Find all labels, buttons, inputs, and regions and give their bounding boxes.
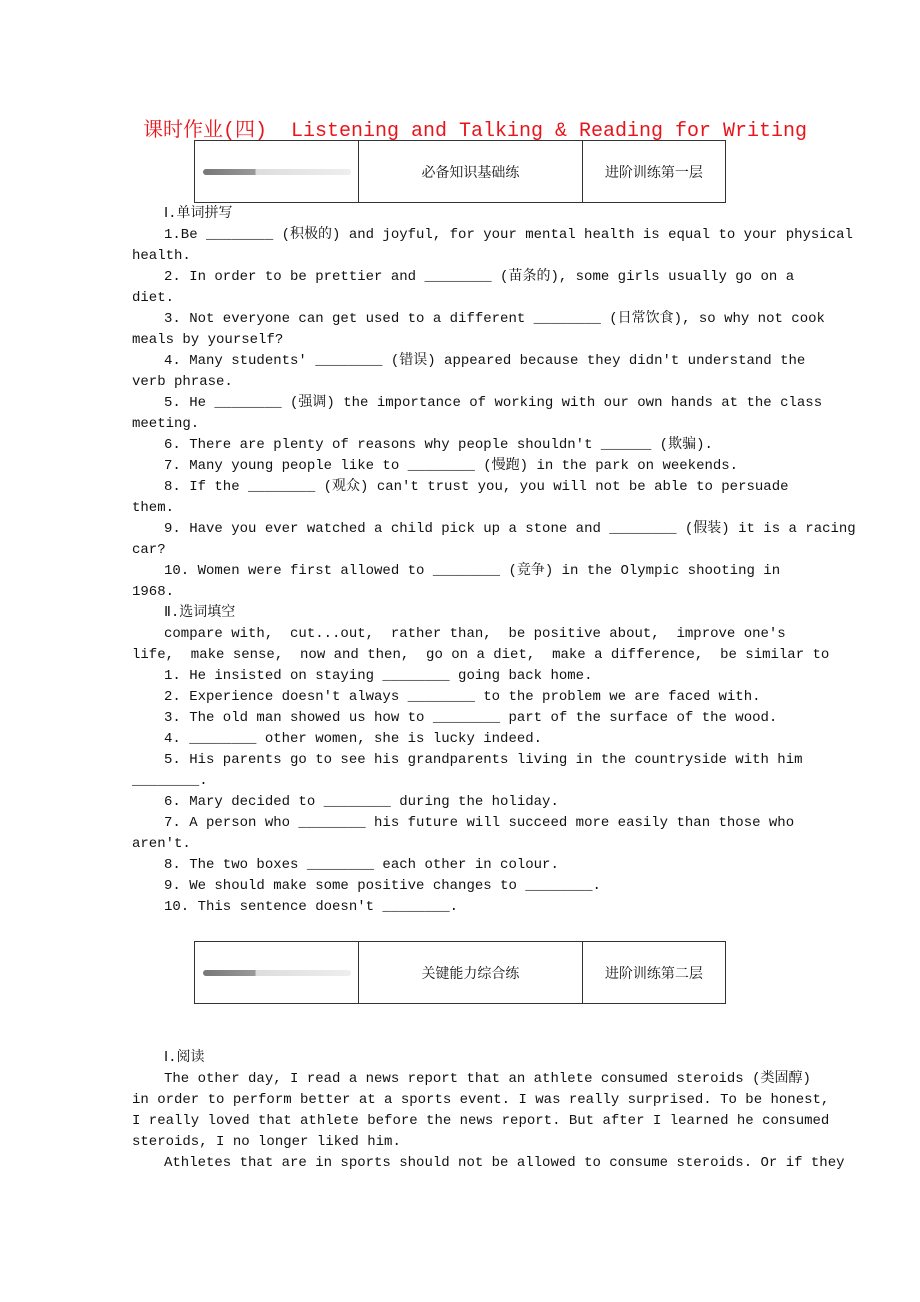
text-line: 9. Have you ever watched a child pick up a stone and ________ (假装) it is a racing <box>164 521 856 537</box>
table-cell-left: 关键能力综合练 <box>359 942 583 1003</box>
text-line: 9. We should make some positive changes to ________. <box>164 878 601 894</box>
text-line: Ⅰ.单词拼写 <box>164 206 233 222</box>
section-header-table-2 <box>194 941 726 1004</box>
decorative-bar-icon <box>203 169 351 175</box>
table-cell-left: 必备知识基础练 <box>359 141 583 202</box>
text-line: them. <box>132 500 175 516</box>
text-line: 3. The old man showed us how to ________ part of the surface of the wood. <box>164 710 778 726</box>
text-line: 1968. <box>132 584 175 600</box>
text-line: diet. <box>132 290 175 306</box>
text-line: verb phrase. <box>132 374 233 390</box>
text-line: 8. If the ________ (观众) can't trust you, you will not be able to persuade <box>164 479 789 495</box>
text-line: life, make sense, now and then, go on a diet, make a difference, be similar to <box>132 647 830 663</box>
text-line: 4. Many students' ________ (错误) appeared because they didn't understand the <box>164 353 806 369</box>
text-line: 8. The two boxes ________ each other in colour. <box>164 857 559 873</box>
text-line: Ⅰ.阅读 <box>164 1050 205 1066</box>
text-line: The other day, I read a news report that an athlete consumed steroids (类固醇) <box>164 1071 811 1087</box>
text-line: 5. He ________ (强调) the importance of working with our own hands at the class <box>164 395 823 411</box>
text-line: ________. <box>132 773 208 789</box>
text-line: 2. Experience doesn't always ________ to the problem we are faced with. <box>164 689 761 705</box>
text-line: Athletes that are in sports should not be allowed to consume steroids. Or if they <box>164 1155 845 1171</box>
section-header-table-1 <box>194 140 726 203</box>
exercise-section-1 <box>132 204 856 918</box>
text-line: 7. A person who ________ his future will succeed more easily than those who <box>164 815 795 831</box>
text-line: 1. He insisted on staying ________ going back home. <box>164 668 593 684</box>
text-line: health. <box>132 248 191 264</box>
text-line: 1.Be ________ (积极的) and joyful, for your mental health is equal to your physical <box>164 227 853 243</box>
text-line: 10. Women were first allowed to ________ (竞争) in the Olympic shooting in <box>164 563 781 579</box>
text-line: 7. Many young people like to ________ (慢跑) in the park on weekends. <box>164 458 739 474</box>
text-line: 2. In order to be prettier and ________ (苗条的), some girls usually go on a <box>164 269 795 285</box>
text-line: in order to perform better at a sports event. I was really surprised. To be honest, <box>132 1092 830 1108</box>
table-cell-right: 进阶训练第一层 <box>604 164 703 181</box>
text-line: 6. There are plenty of reasons why people shouldn't ______ (欺骗). <box>164 437 713 453</box>
text-line: meals by yourself? <box>132 332 284 348</box>
text-line: car? <box>132 542 166 558</box>
text-line: Ⅱ.选词填空 <box>164 605 236 621</box>
decorative-bar-icon <box>203 970 351 976</box>
text-line: steroids, I no longer liked him. <box>132 1134 401 1150</box>
text-line: compare with, cut...out, rather than, be positive about, improve one's <box>164 626 786 642</box>
text-line: 5. His parents go to see his grandparents living in the countryside with him <box>164 752 803 768</box>
text-line: I really loved that athlete before the news report. But after I learned he consumed <box>132 1113 830 1129</box>
text-line: aren't. <box>132 836 191 852</box>
text-line: 3. Not everyone can get used to a different ________ (日常饮食), so why not cook <box>164 311 825 327</box>
text-line: 10. This sentence doesn't ________. <box>164 899 459 915</box>
text-line: meeting. <box>132 416 200 432</box>
text-line: 4. ________ other women, she is lucky indeed. <box>164 731 543 747</box>
text-line: 6. Mary decided to ________ during the holiday. <box>164 794 559 810</box>
reading-section <box>132 1048 852 1174</box>
page-title: 课时作业(四) Listening and Talking & Reading for Writing <box>142 120 808 143</box>
table-cell-right: 进阶训练第二层 <box>604 965 703 982</box>
